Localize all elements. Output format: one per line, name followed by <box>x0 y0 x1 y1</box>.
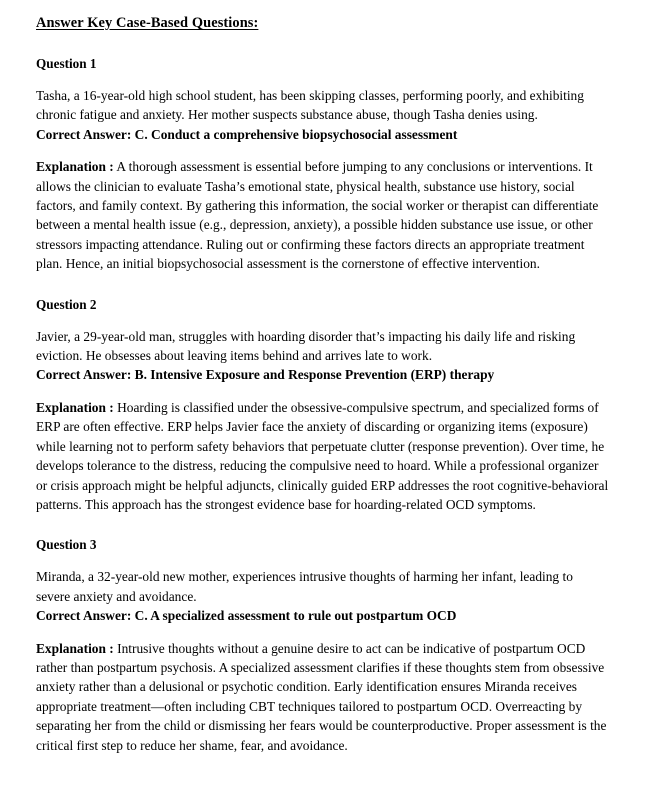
explanation-1 <box>36 157 610 273</box>
explanation-2 <box>36 398 610 514</box>
explanation-label-2: Explanation : <box>36 399 114 415</box>
explanation-text-2: Hoarding is classified under the obsessive-compulsive spectrum, and specialized forms of ERP are often effective. ERP helps Javier face the anxiety of discarding or organizing items (exposure) while learning not to perform safety behaviors that perpetuate clutter (response prevention). Over time, he develops tolerance to the distress, reducing the compulsive need to hoard. While a professional organizer or crisis approach might be helpful adjuncts, clinically guided ERP addresses the root cognitive-behavioral patterns. This approach has the strongest evidence base for hoarding-related OCD symptoms. <box>36 399 609 512</box>
question-block-3 <box>36 535 610 755</box>
correct-answer-1: Correct Answer: C. Conduct a comprehensive biopsychosocial assessment <box>36 126 458 142</box>
page-title-text: Answer Key Case-Based Questions: <box>36 15 259 31</box>
question-vignette-3: Miranda, a 32-year-old new mother, experiences intrusive thoughts of harming her infant, leading to severe anxiety and avoidance. <box>36 569 573 604</box>
explanation-3 <box>36 639 610 755</box>
explanation-label-3: Explanation : <box>36 640 114 656</box>
question-heading-2: Question 2 <box>36 296 97 312</box>
page-title <box>36 14 610 33</box>
question-vignette-2: Javier, a 29-year-old man, struggles with hoarding disorder that’s impacting his daily life and risking eviction. He obsesses about leaving items behind and arrives late to work. <box>36 328 576 364</box>
explanation-text-3: Intrusive thoughts without a genuine desire to act can be indicative of postpartum OCD rather than postpartum psychosis. A specialized assessment clarifies if these thoughts stem from obsessive anxiety rather than a delusional or psychotic condition. Early identification ensures Miranda receives appropriate treatment—often including CBT techniques tailored to postpartum OCD. Overreacting by separating her from the child or dismissing her fears would be counterproductive. Proper assessment is the critical first step to reduce her shame, fear, and avoidance. <box>36 640 607 753</box>
correct-answer-3: Correct Answer: C. A specialized assessment to rule out postpartum OCD <box>36 608 457 624</box>
question-vignette-1: Tasha, a 16-year-old high school student, has been skipping classes, performing poorly, and exhibiting chronic fatigue and anxiety. Her mother suspects substance abuse, though Tasha denies using. <box>36 88 584 123</box>
question-heading-3: Question 3 <box>36 537 97 553</box>
explanation-text-1: A thorough assessment is essential before jumping to any conclusions or interventions. It allows the clinician to evaluate Tasha’s emotional state, physical health, substance use history, social factors, and family context. By gathering this information, the social worker or therapist can differentiate between a mental health issue (e.g., depression, anxiety), a possible hidden substance use issue, or other stressors impacting attendance. Ruling out or confirming these factors directs an appropriate treatment plan. Hence, an initial biopsychosocial assessment is the cornerstone of effective intervention. <box>36 159 599 272</box>
explanation-label-1: Explanation : <box>36 159 114 175</box>
question-block-2 <box>36 295 610 515</box>
correct-answer-2: Correct Answer: B. Intensive Exposure and Response Prevention (ERP) therapy <box>36 367 495 383</box>
question-heading-1: Question 1 <box>36 56 97 71</box>
question-block-1 <box>36 54 610 274</box>
